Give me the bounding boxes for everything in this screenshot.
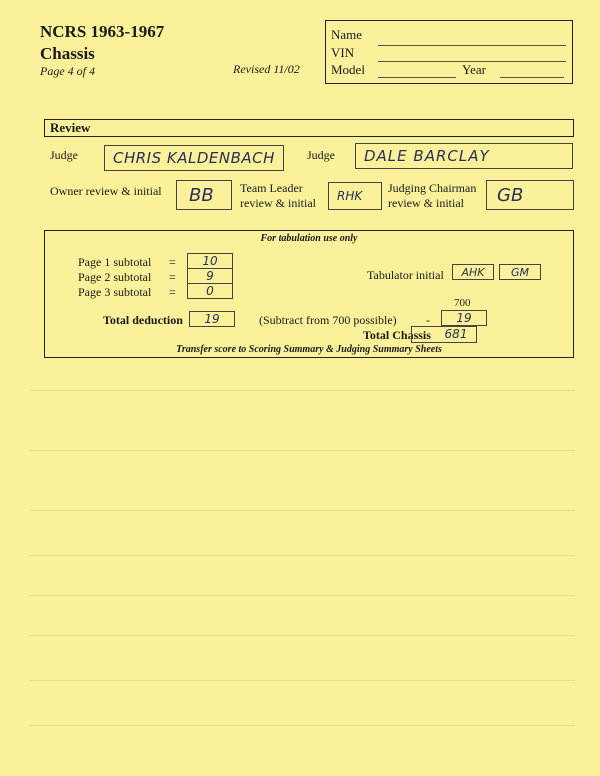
year-label: Year <box>462 62 486 77</box>
minus-sign: - <box>426 313 430 327</box>
tabulator-initial-field-1[interactable] <box>452 264 494 280</box>
tabulator-initial-label: Tabulator initial <box>367 268 444 282</box>
judge-signature-2: DALE BARCLAY <box>364 147 490 165</box>
total-deduction-field[interactable] <box>189 311 235 327</box>
total-chassis-value: 681 <box>444 327 468 341</box>
page2-subtotal-value: 9 <box>206 269 214 283</box>
tabulator-initial-2: GM <box>510 266 529 279</box>
page2-subtotal-field[interactable] <box>187 268 233 284</box>
model-field[interactable] <box>378 77 456 78</box>
page-number: Page 4 of 4 <box>40 64 95 78</box>
judge-label-2: Judge <box>307 148 335 162</box>
tabulation-panel <box>44 230 574 358</box>
tabulation-footer-note: Transfer score to Scoring Summary & Judging Summary Sheets <box>176 344 442 355</box>
tabulator-initial-field-2[interactable] <box>499 264 541 280</box>
subtract-value: 19 <box>456 311 472 325</box>
owner-initial: BB <box>189 185 214 206</box>
section-title: Chassis <box>40 44 95 63</box>
year-field[interactable] <box>500 77 564 78</box>
tabulation-heading: For tabulation use only <box>260 233 358 244</box>
page2-equals: = <box>169 270 176 284</box>
review-heading-bar <box>44 119 574 137</box>
tabulator-initial-1: AHK <box>461 266 485 279</box>
page3-subtotal-field[interactable] <box>187 283 233 299</box>
total-chassis-label: Total Chassis <box>363 328 431 342</box>
judge-signature-1: CHRIS KALDENBACH <box>113 149 275 167</box>
vehicle-id-box <box>325 20 573 84</box>
model-label: Model <box>331 62 365 77</box>
subtract-field[interactable] <box>441 310 487 326</box>
page2-subtotal-label: Page 2 subtotal <box>78 270 152 284</box>
owner-review-label: Owner review & initial <box>50 184 162 198</box>
name-label: Name <box>331 27 363 42</box>
total-deduction-label: Total deduction <box>103 313 183 327</box>
team-leader-initial-field[interactable] <box>328 182 382 210</box>
subtract-instruction: (Subtract from 700 possible) <box>259 313 397 327</box>
judge-label-1: Judge <box>50 148 78 162</box>
review-heading: Review <box>50 120 91 135</box>
judging-chairman-review-label: review & initial <box>388 196 464 210</box>
page1-subtotal-label: Page 1 subtotal <box>78 255 152 269</box>
team-leader-initial: RHK <box>337 189 363 203</box>
owner-initial-field[interactable] <box>176 180 232 210</box>
judging-chairman-initial: GB <box>497 185 524 206</box>
page3-subtotal-value: 0 <box>206 284 214 298</box>
page3-equals: = <box>169 285 176 299</box>
team-leader-label: Team Leader <box>240 181 303 195</box>
bleed-through-texture <box>30 380 575 760</box>
judging-chairman-label: Judging Chairman <box>388 181 477 195</box>
vin-label: VIN <box>331 45 355 60</box>
page-title: NCRS 1963-1967 <box>40 22 165 41</box>
name-field[interactable] <box>378 45 566 46</box>
possible-points-value: 700 <box>454 297 471 309</box>
judge-field-2[interactable] <box>355 143 573 169</box>
page1-subtotal-field[interactable] <box>187 253 233 269</box>
total-deduction-value: 19 <box>204 312 220 326</box>
judge-field-1[interactable] <box>104 145 284 171</box>
team-leader-review-label: review & initial <box>240 196 316 210</box>
judging-chairman-initial-field[interactable] <box>486 180 574 210</box>
page1-equals: = <box>169 255 176 269</box>
total-chassis-field[interactable] <box>411 326 477 343</box>
page1-subtotal-value: 10 <box>202 254 218 268</box>
page3-subtotal-label: Page 3 subtotal <box>78 285 152 299</box>
revision-date: Revised 11/02 <box>233 62 300 76</box>
